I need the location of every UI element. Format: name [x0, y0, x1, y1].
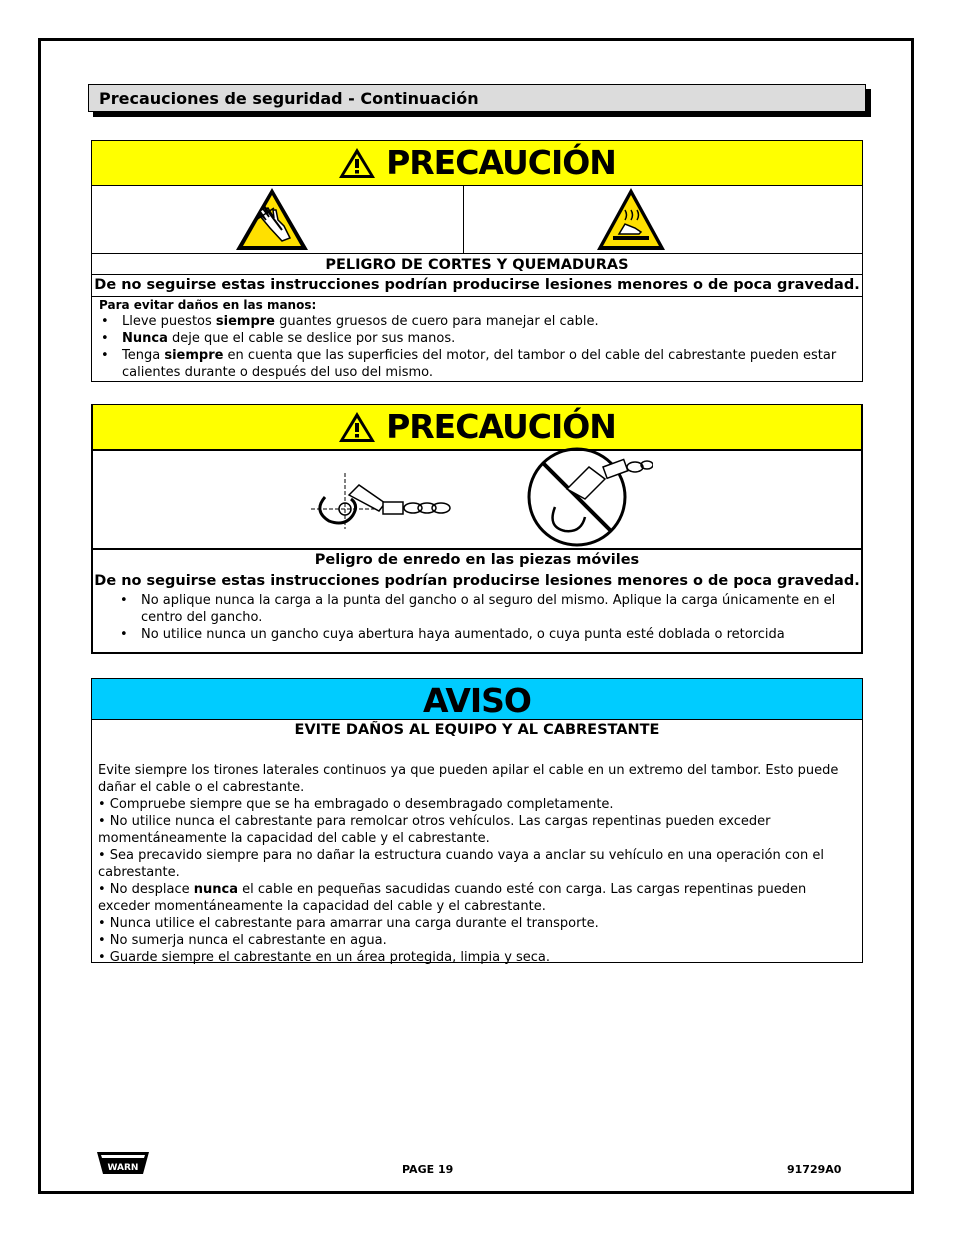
logo-text: WARN: [107, 1163, 139, 1173]
list-item: • Lleve puestos siempre guantes gruesos de cuero para manejar el cable.: [92, 313, 862, 330]
list-item: • Compruebe siempre que se ha embragado o desembragado completamente.: [98, 797, 614, 812]
notice-body: [92, 740, 862, 966]
notice-banner-text: AVISO: [423, 681, 531, 720]
hazard-pictograms-row: [92, 186, 862, 254]
list-item: • No desplace nunca el cable en pequeñas sacudidas cuando esté con carga. Las cargas repentinas pueden exceder momentáneamente la capacidad del cable y el cabrestante.: [98, 882, 807, 914]
warning-triangle-icon: [338, 147, 376, 179]
hazard-consequence: De no seguirse estas instrucciones podrían producirse lesiones menores o de poca gravedad.: [92, 275, 862, 297]
list-item: • Sea precavido siempre para no dañar la estructura cuando vaya a anclar su vehículo en una operación con el cabrestante.: [98, 848, 824, 880]
list-item: • No aplique nunca la carga a la punta del gancho o al seguro del mismo. Aplique la carga únicamente en el centro del gancho.: [111, 592, 853, 626]
hazard-consequence: De no seguirse estas instrucciones podrían producirse lesiones menores o de poca gravedad.: [94, 573, 860, 589]
caution-box-entanglement: [91, 404, 863, 654]
hazard-title: PELIGRO DE CORTES Y QUEMADURAS: [92, 254, 862, 275]
caution-instructions: [92, 297, 862, 381]
instructions-list: [93, 592, 861, 643]
caution-banner: [92, 141, 862, 186]
hazard-title: Peligro de enredo en las piezas móviles: [314, 552, 640, 568]
notice-intro: Evite siempre los tirones laterales continuos ya que pueden apilar el cable en un extremo del tambor. Esto puede dañar el cable o el cabrestante.: [98, 763, 839, 795]
hook-prohibited-icon: [523, 445, 653, 549]
caution-banner-text: PRECAUCIÓN: [386, 407, 616, 446]
hot-surface-hazard-icon: [595, 186, 667, 252]
page-number: PAGE 19: [402, 1163, 454, 1176]
hook-pictograms-row: [93, 450, 861, 550]
list-item: • Nunca deje que el cable se deslice por sus manos.: [92, 330, 862, 347]
instructions-lead: Para evitar daños en las manos:: [99, 298, 317, 312]
warn-logo: [97, 1152, 149, 1176]
list-item: • No utilice nunca el cabrestante para remolcar otros vehículos. Las cargas repentinas pueden exceder momentáneamente la capacidad del cable y el cabrestante.: [98, 814, 771, 846]
caution-banner-text: PRECAUCIÓN: [386, 143, 616, 182]
warning-triangle-icon: [338, 411, 376, 443]
caution-banner: [93, 405, 861, 450]
section-header-title: Precauciones de seguridad - Continuación: [99, 89, 479, 108]
list-item: • Guarde siempre el cabrestante en un área protegida, limpia y seca.: [98, 950, 551, 965]
list-item: • No utilice nunca un gancho cuya abertura haya aumentado, o cuya punta esté doblada o retorcida: [111, 626, 853, 643]
notice-title: EVITE DAÑOS AL EQUIPO Y AL CABRESTANTE: [294, 722, 660, 738]
document-code: 91729A0: [787, 1163, 842, 1176]
list-item: • Tenga siempre en cuenta que las superficies del motor, del tambor o del cable del cabrestante pueden estar calientes durante o después del uso del mismo.: [92, 347, 862, 381]
hook-correct-icon: [307, 471, 457, 531]
notice-banner: [92, 679, 862, 720]
section-header: [88, 84, 866, 112]
notice-box: [91, 678, 863, 963]
instructions-list: [92, 313, 862, 381]
caution-box-cuts-burns: [91, 140, 863, 382]
list-item: • No sumerja nunca el cabrestante en agua.: [98, 933, 387, 948]
hand-cut-hazard-icon: [234, 186, 310, 252]
pictogram-divider: [463, 186, 464, 253]
list-item: • Nunca utilice el cabrestante para amarrar una carga durante el transporte.: [98, 916, 599, 931]
